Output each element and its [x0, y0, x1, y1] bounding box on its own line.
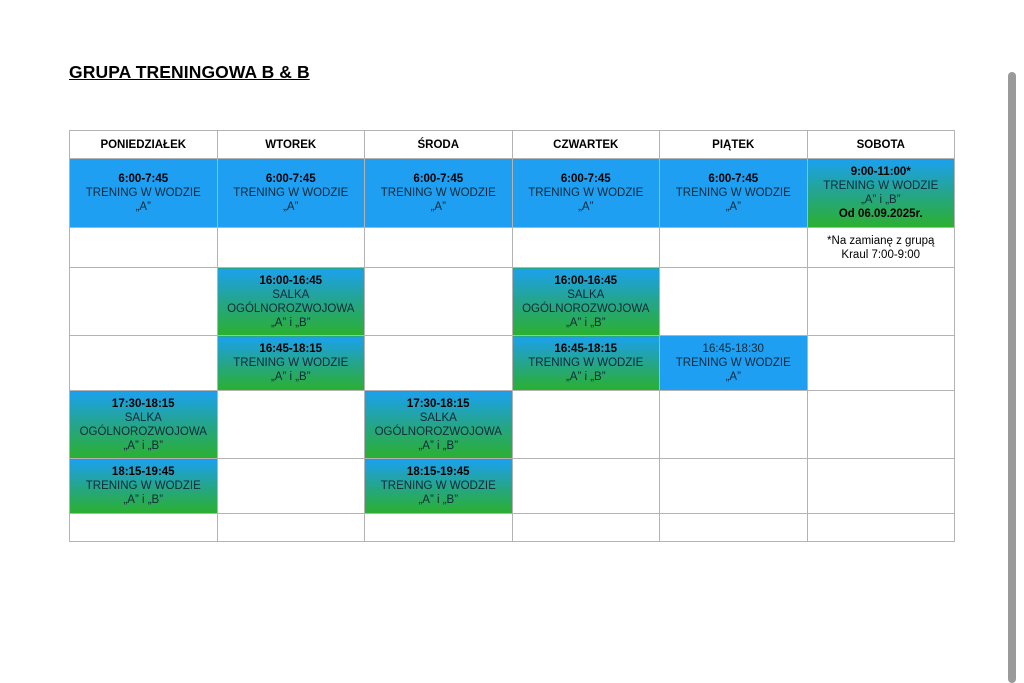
schedule-empty-cell [807, 391, 955, 459]
session-time: 18:15-19:45 [111, 466, 175, 478]
session-text: TRENING W WODZIE [233, 187, 349, 199]
session-text: TRENING W WODZIE [233, 357, 349, 369]
session-time: 16:00-16:45 [554, 274, 618, 287]
day-header: SOBOTA [807, 131, 955, 159]
schedule-empty-cell [217, 391, 365, 459]
session-text: „A” [725, 371, 741, 383]
session-text: „A” i „B” [565, 371, 606, 383]
session-text: 16:45-18:30 [702, 343, 764, 355]
schedule-empty-cell [660, 459, 808, 514]
session-text: „A” i „B” [565, 316, 606, 329]
schedule-session [807, 159, 955, 228]
session-text: TRENING W WODZIE [528, 187, 644, 199]
day-header: CZWARTEK [512, 131, 660, 159]
vertical-scrollbar[interactable] [1008, 72, 1016, 683]
session-text: „A” i „B” [860, 194, 901, 206]
schedule-empty-cell [660, 268, 808, 336]
session-time: 6:00-7:45 [560, 173, 611, 185]
session-text: „A” [135, 201, 151, 213]
schedule-row [70, 268, 955, 336]
schedule-session [70, 391, 218, 459]
schedule-empty-cell [807, 514, 955, 542]
page-title: GRUPA TRENINGOWA B & B [69, 62, 310, 82]
schedule-empty-cell [70, 228, 218, 268]
session-text: TRENING W WODZIE [380, 480, 496, 492]
schedule-empty-cell [217, 228, 365, 268]
session-text: „A” i „B” [123, 439, 164, 452]
session-text: „A” i „B” [123, 494, 164, 506]
session-text: Kraul 7:00-9:00 [841, 248, 921, 261]
session-text: OGÓLNOROZWOJOWA [227, 302, 355, 315]
schedule-empty-cell [70, 336, 218, 391]
schedule-session [70, 459, 218, 514]
schedule-empty-cell [365, 514, 513, 542]
session-time: 6:00-7:45 [118, 173, 169, 185]
schedule-row [70, 459, 955, 514]
session-text: SALKA [419, 411, 457, 424]
schedule-session [660, 336, 808, 391]
session-time: 6:00-7:45 [265, 173, 316, 185]
schedule-table [69, 130, 955, 542]
schedule-row [70, 336, 955, 391]
schedule-session [217, 159, 365, 228]
schedule-empty-cell [70, 514, 218, 542]
session-time: 17:30-18:15 [111, 397, 175, 410]
session-text: TRENING W WODZIE [528, 357, 644, 369]
session-text: „A” i „B” [418, 439, 459, 452]
session-text: TRENING W WODZIE [823, 180, 939, 192]
session-text: Od 06.09.2025r. [838, 208, 923, 220]
session-text: „A” i „B” [270, 316, 311, 329]
session-time: 16:00-16:45 [259, 274, 323, 287]
session-text: „A” i „B” [418, 494, 459, 506]
day-header-row [70, 131, 955, 159]
day-header: PIĄTEK [660, 131, 808, 159]
schedule-session [512, 336, 660, 391]
schedule-empty-cell [365, 336, 513, 391]
session-text: „A” [578, 201, 594, 213]
schedule-note [807, 228, 955, 268]
schedule-empty-cell [217, 459, 365, 514]
schedule-empty-cell [512, 228, 660, 268]
session-time: 6:00-7:45 [413, 173, 464, 185]
session-text: OGÓLNOROZWOJOWA [522, 302, 650, 315]
schedule-empty-cell [807, 268, 955, 336]
schedule-session [365, 391, 513, 459]
schedule-session [365, 159, 513, 228]
session-text: TRENING W WODZIE [85, 480, 201, 492]
schedule-session [512, 268, 660, 336]
day-header: WTOREK [217, 131, 365, 159]
schedule-row [70, 514, 955, 542]
day-header: PONIEDZIAŁEK [70, 131, 218, 159]
session-text: „A” [430, 201, 446, 213]
schedule-empty-cell [512, 514, 660, 542]
schedule-empty-cell [70, 268, 218, 336]
schedule-empty-cell [217, 514, 365, 542]
schedule-empty-cell [807, 459, 955, 514]
schedule-session [365, 459, 513, 514]
schedule-empty-cell [365, 228, 513, 268]
session-text: „A” [725, 201, 741, 213]
session-text: *Na zamianę z grupą [827, 234, 935, 247]
schedule-empty-cell [660, 391, 808, 459]
schedule-empty-cell [512, 459, 660, 514]
schedule-empty-cell [512, 391, 660, 459]
session-text: „A” [283, 201, 299, 213]
schedule-empty-cell [660, 514, 808, 542]
schedule-session [660, 159, 808, 228]
session-time: 17:30-18:15 [406, 397, 470, 410]
day-header: ŚRODA [365, 131, 513, 159]
schedule-row [70, 159, 955, 228]
schedule-session [512, 159, 660, 228]
session-time: 16:45-18:15 [554, 343, 618, 355]
session-text: SALKA [124, 411, 162, 424]
schedule-empty-cell [807, 336, 955, 391]
schedule-row [70, 228, 955, 268]
schedule-session [217, 268, 365, 336]
schedule-session [217, 336, 365, 391]
session-time: 9:00-11:00* [850, 166, 911, 178]
session-text: OGÓLNOROZWOJOWA [79, 425, 207, 438]
session-time: 16:45-18:15 [259, 343, 323, 355]
schedule-body [70, 159, 955, 542]
session-text: „A” i „B” [270, 371, 311, 383]
schedule-empty-cell [660, 228, 808, 268]
session-time: 18:15-19:45 [406, 466, 470, 478]
schedule-row [70, 391, 955, 459]
session-text: OGÓLNOROZWOJOWA [374, 425, 502, 438]
session-time: 6:00-7:45 [708, 173, 759, 185]
session-text: TRENING W WODZIE [380, 187, 496, 199]
session-text: TRENING W WODZIE [675, 357, 791, 369]
session-text: TRENING W WODZIE [85, 187, 201, 199]
session-text: TRENING W WODZIE [675, 187, 791, 199]
session-text: SALKA [272, 288, 310, 301]
schedule-session [70, 159, 218, 228]
session-text: SALKA [567, 288, 605, 301]
schedule-empty-cell [365, 268, 513, 336]
